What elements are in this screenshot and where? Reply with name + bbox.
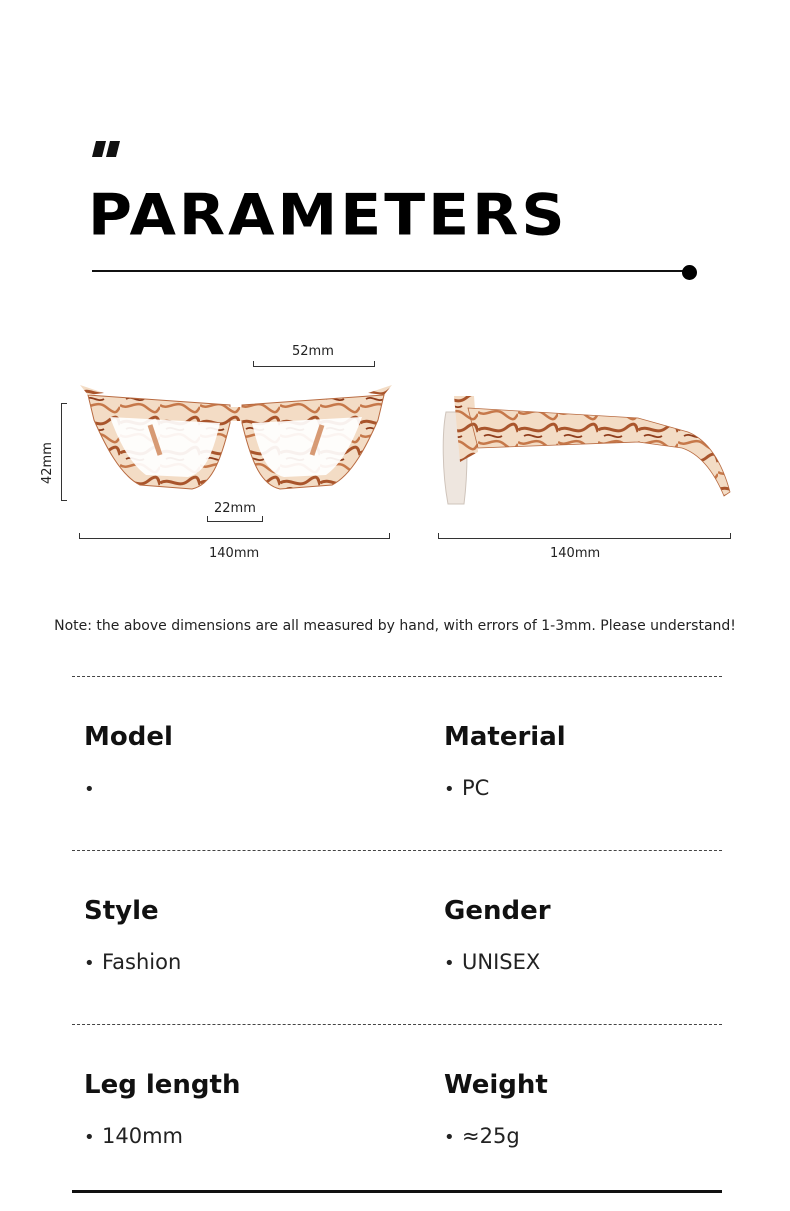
lens-width-label: 52mm <box>292 344 334 359</box>
lens-height-label: 42mm <box>40 442 55 484</box>
bullet-icon: • <box>444 1127 455 1148</box>
spec-label-model: Model <box>84 722 173 752</box>
divider-2 <box>72 850 722 851</box>
spec-value-leg-length: • 140mm <box>84 1124 183 1148</box>
spec-label-leg-length: Leg length <box>84 1070 241 1100</box>
spec-value-style: • Fashion <box>84 950 182 974</box>
quote-mark-icon <box>92 141 122 157</box>
divider-1 <box>72 676 722 677</box>
temple-length-label: 140mm <box>550 546 601 561</box>
glasses-side-image <box>438 392 733 510</box>
bridge-label: 22mm <box>214 501 256 516</box>
frame-width-line <box>79 533 390 539</box>
lens-height-line <box>61 403 67 501</box>
spec-value-gender: • UNISEX <box>444 950 541 974</box>
temple-length-line <box>438 533 731 539</box>
spec-value-model <box>84 776 102 800</box>
glasses-front-image <box>80 385 392 505</box>
frame-width-label: 140mm <box>209 546 260 561</box>
spec-value-weight: • ≈25g <box>444 1124 520 1148</box>
lens-width-line <box>253 361 375 367</box>
bullet-icon: • <box>444 953 455 974</box>
spec-label-gender: Gender <box>444 896 551 926</box>
title-divider <box>92 270 688 272</box>
bullet-icon: • <box>84 953 95 974</box>
title-divider-dot <box>682 265 697 280</box>
spec-value-material: • PC <box>444 776 490 800</box>
bottom-rule <box>72 1190 722 1193</box>
divider-3 <box>72 1024 722 1025</box>
spec-label-style: Style <box>84 896 159 926</box>
bullet-icon: • <box>84 779 95 800</box>
measurement-note: Note: the above dimensions are all measured by hand, with errors of 1-3mm. Please understand! <box>54 618 736 634</box>
spec-label-weight: Weight <box>444 1070 548 1100</box>
spec-label-material: Material <box>444 722 566 752</box>
bullet-icon: • <box>444 779 455 800</box>
bridge-line <box>207 516 263 522</box>
page-title: PARAMETERS <box>88 182 568 249</box>
bullet-icon: • <box>84 1127 95 1148</box>
